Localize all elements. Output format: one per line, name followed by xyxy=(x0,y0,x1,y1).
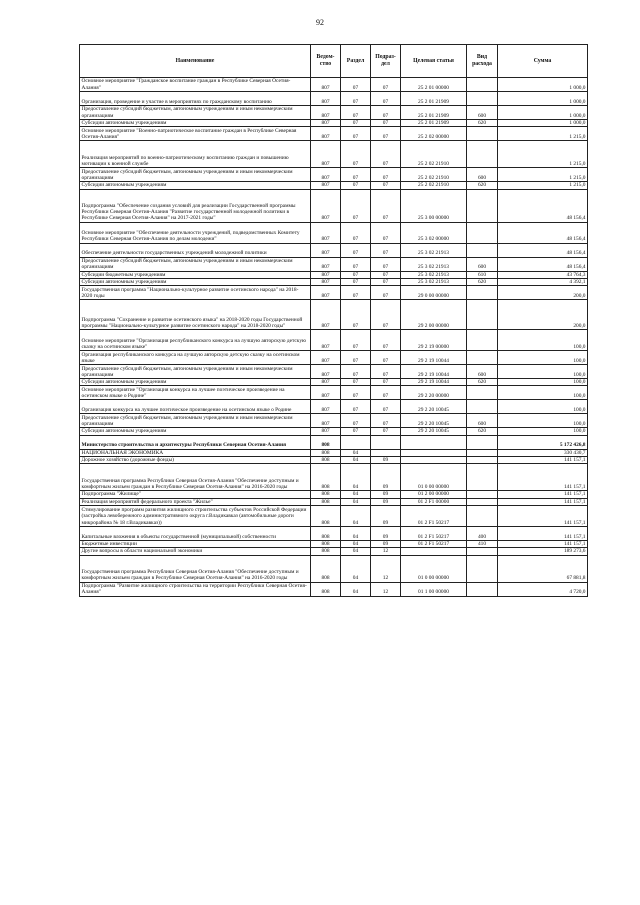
cell-dept: 808 xyxy=(311,449,341,456)
cell-section: 07 xyxy=(341,106,371,120)
cell-article: 25 2 01 00000 xyxy=(401,78,467,92)
cell-dept: 808 xyxy=(311,491,341,498)
cell-article: 29 2 19 10044 xyxy=(401,351,467,365)
cell-sum: 67 881,8 xyxy=(498,555,588,582)
cell-subsection: 09 xyxy=(371,464,401,491)
cell-sum: 1 000,0 xyxy=(498,92,588,106)
table-row xyxy=(80,92,588,106)
cell-subsection: 09 xyxy=(371,491,401,498)
cell-article: 01 0 00 00000 xyxy=(401,555,467,582)
cell-dept: 807 xyxy=(311,141,341,168)
table-row xyxy=(80,189,588,222)
table-row xyxy=(80,278,588,285)
cell-article: 25 3 02 00000 xyxy=(401,222,467,243)
cell-kind: 600 xyxy=(467,414,498,428)
cell-sum: 141 157,1 xyxy=(498,540,588,547)
cell-name: Бюджетные инвестиции xyxy=(80,540,311,547)
cell-kind: 620 xyxy=(467,428,498,435)
cell-article: 01 1 00 00000 xyxy=(401,582,467,596)
cell-sum: 4 392,1 xyxy=(498,278,588,285)
table-row xyxy=(80,548,588,555)
cell-subsection: 07 xyxy=(371,271,401,278)
cell-subsection: 07 xyxy=(371,120,401,127)
cell-name: Предоставление субсидий бюджетным, автономным учреждениям и иным некоммерческим организациям xyxy=(80,257,311,271)
cell-section: 07 xyxy=(341,243,371,257)
cell-sum: 1 000,0 xyxy=(498,106,588,120)
header-subsection: Подраз-дел xyxy=(371,45,401,78)
cell-article: 25 2 02 21910 xyxy=(401,182,467,189)
cell-name: Субсидии автономным учреждениям xyxy=(80,120,311,127)
cell-name: Организация республиканского конкурса на лучшую авторскую детскую сказку на осетинском языке xyxy=(80,351,311,365)
cell-section: 07 xyxy=(341,414,371,428)
cell-kind xyxy=(467,78,498,92)
budget-table xyxy=(79,44,588,597)
cell-sum: 1 000,0 xyxy=(498,78,588,92)
cell-section: 07 xyxy=(341,222,371,243)
cell-article: 01 2 F1 50217 xyxy=(401,505,467,526)
cell-kind xyxy=(467,464,498,491)
cell-name: НАЦИОНАЛЬНАЯ ЭКОНОМИКА xyxy=(80,449,311,456)
cell-kind xyxy=(467,286,498,300)
table-row xyxy=(80,365,588,379)
cell-kind: 600 xyxy=(467,106,498,120)
table-row xyxy=(80,498,588,505)
cell-subsection: 09 xyxy=(371,457,401,464)
cell-dept: 807 xyxy=(311,278,341,285)
header-article: Целевая статья xyxy=(401,45,467,78)
cell-dept: 807 xyxy=(311,428,341,435)
cell-name: Государственная программа "Национально-культурное развитие осетинского народа" на 2018-2020 годы xyxy=(80,286,311,300)
cell-article: 29 2 19 00000 xyxy=(401,330,467,351)
cell-kind: 620 xyxy=(467,182,498,189)
cell-section: 04 xyxy=(341,498,371,505)
cell-kind: 620 xyxy=(467,120,498,127)
header-section: Раздел xyxy=(341,45,371,78)
cell-section: 07 xyxy=(341,428,371,435)
cell-subsection: 07 xyxy=(371,106,401,120)
table-row xyxy=(80,120,588,127)
header-sum: Сумма xyxy=(498,45,588,78)
cell-section: 07 xyxy=(341,257,371,271)
cell-name: Стимулирование программ развития жилищного строительства субъектов Российской Федерации (застройка левобережного административного округа г.Владикавказ (автомобильные дороги микрорайона № 18 г.Владикавказ)) xyxy=(80,505,311,526)
table-row xyxy=(80,491,588,498)
cell-sum: 1 215,0 xyxy=(498,141,588,168)
cell-sum: 141 157,1 xyxy=(498,498,588,505)
table-row xyxy=(80,505,588,526)
cell-name: Организация конкурса на лучшее поэтическое произведение на осетинском языке о Родине xyxy=(80,400,311,414)
cell-kind xyxy=(467,505,498,526)
cell-subsection: 07 xyxy=(371,300,401,330)
cell-subsection: 07 xyxy=(371,127,401,141)
cell-subsection: 07 xyxy=(371,141,401,168)
cell-name: Министерство строительства и архитектуры Республики Северная Осетия-Алания xyxy=(80,435,311,449)
cell-dept: 807 xyxy=(311,351,341,365)
cell-section: 04 xyxy=(341,491,371,498)
header-name: Наименование xyxy=(80,45,311,78)
cell-name: Субсидии автономным учреждениям xyxy=(80,182,311,189)
cell-section: 07 xyxy=(341,78,371,92)
cell-dept: 807 xyxy=(311,400,341,414)
cell-article: 25 3 02 21913 xyxy=(401,243,467,257)
cell-sum: 1 215,0 xyxy=(498,182,588,189)
cell-kind xyxy=(467,491,498,498)
cell-article: 29 2 20 10045 xyxy=(401,400,467,414)
cell-article: 25 2 01 21909 xyxy=(401,92,467,106)
cell-kind: 600 xyxy=(467,168,498,182)
cell-name: Предоставление субсидий бюджетным, автономным учреждениям и иным некоммерческим организациям xyxy=(80,106,311,120)
cell-subsection: 07 xyxy=(371,78,401,92)
cell-article: 29 2 20 10045 xyxy=(401,414,467,428)
cell-subsection: 07 xyxy=(371,182,401,189)
table-header-row xyxy=(80,45,588,78)
cell-article: 01 2 00 00000 xyxy=(401,491,467,498)
cell-article: 25 2 02 21910 xyxy=(401,141,467,168)
cell-kind xyxy=(467,222,498,243)
cell-article: 25 2 02 00000 xyxy=(401,127,467,141)
cell-article: 29 2 20 10045 xyxy=(401,428,467,435)
cell-sum: 100,0 xyxy=(498,400,588,414)
cell-dept: 807 xyxy=(311,243,341,257)
cell-name: Государственная программа Республики Северная Осетия-Алания "Обеспечение доступным и комфортным жильем граждан в Республике Северная Осетия-Алания" на 2016-2020 годы xyxy=(80,555,311,582)
cell-section: 07 xyxy=(341,400,371,414)
cell-subsection: 07 xyxy=(371,286,401,300)
cell-subsection: 12 xyxy=(371,555,401,582)
cell-kind xyxy=(467,243,498,257)
cell-name: Основное мероприятие "Гражданское воспитание граждан в Республике Северная Осетия-Алания" xyxy=(80,78,311,92)
cell-name: Другие вопросы в области национальной экономики xyxy=(80,548,311,555)
cell-dept: 808 xyxy=(311,498,341,505)
cell-article: 25 3 02 21913 xyxy=(401,257,467,271)
table-row xyxy=(80,286,588,300)
cell-dept: 807 xyxy=(311,120,341,127)
cell-name: Предоставление субсидий бюджетным, автономным учреждениям и иным некоммерческим организациям xyxy=(80,414,311,428)
cell-section: 04 xyxy=(341,540,371,547)
table-row xyxy=(80,540,588,547)
table-row xyxy=(80,351,588,365)
cell-kind xyxy=(467,127,498,141)
cell-name: Реализация мероприятий федерального проекта "Жилье" xyxy=(80,498,311,505)
cell-sum: 43 764,3 xyxy=(498,271,588,278)
cell-sum: 100,0 xyxy=(498,351,588,365)
cell-dept: 807 xyxy=(311,78,341,92)
cell-name: Подпрограмма "Жилище" xyxy=(80,491,311,498)
cell-section: 07 xyxy=(341,278,371,285)
table-row xyxy=(80,168,588,182)
cell-name: Субсидии бюджетным учреждениям xyxy=(80,271,311,278)
cell-subsection: 07 xyxy=(371,379,401,386)
cell-sum: 48 156,4 xyxy=(498,257,588,271)
cell-section: 04 xyxy=(341,457,371,464)
table-row xyxy=(80,330,588,351)
cell-subsection: 07 xyxy=(371,330,401,351)
cell-section: 07 xyxy=(341,127,371,141)
cell-name: Основное мероприятие "Военно-патриотическое воспитание граждан в Республике Северная Осетия-Алания" xyxy=(80,127,311,141)
header-dept: Ведом-ство xyxy=(311,45,341,78)
cell-section: 07 xyxy=(341,365,371,379)
cell-dept: 807 xyxy=(311,257,341,271)
cell-subsection xyxy=(371,435,401,449)
table-row xyxy=(80,555,588,582)
cell-section: 07 xyxy=(341,189,371,222)
cell-dept: 808 xyxy=(311,582,341,596)
cell-dept: 807 xyxy=(311,92,341,106)
cell-dept: 807 xyxy=(311,222,341,243)
cell-sum: 100,0 xyxy=(498,330,588,351)
cell-article xyxy=(401,548,467,555)
table-row xyxy=(80,243,588,257)
cell-section: 07 xyxy=(341,168,371,182)
cell-subsection: 07 xyxy=(371,428,401,435)
cell-subsection: 07 xyxy=(371,414,401,428)
cell-subsection: 07 xyxy=(371,365,401,379)
table-row xyxy=(80,379,588,386)
table-row xyxy=(80,464,588,491)
cell-article: 01 2 F1 50217 xyxy=(401,540,467,547)
cell-kind xyxy=(467,92,498,106)
cell-dept: 807 xyxy=(311,379,341,386)
cell-sum: 1 000,0 xyxy=(498,120,588,127)
table-row xyxy=(80,457,588,464)
cell-dept: 807 xyxy=(311,168,341,182)
cell-dept: 807 xyxy=(311,365,341,379)
table-row xyxy=(80,182,588,189)
cell-kind: 600 xyxy=(467,257,498,271)
cell-name: Основное мероприятие "Организация конкурса на лучшее поэтическое произведение на осетинском языке о Родине" xyxy=(80,386,311,400)
table-row xyxy=(80,271,588,278)
cell-section: 07 xyxy=(341,182,371,189)
cell-article: 25 2 01 21909 xyxy=(401,106,467,120)
cell-dept: 807 xyxy=(311,271,341,278)
cell-section: 07 xyxy=(341,141,371,168)
cell-section: 07 xyxy=(341,286,371,300)
cell-subsection: 07 xyxy=(371,257,401,271)
table-row xyxy=(80,300,588,330)
cell-sum: 100,0 xyxy=(498,386,588,400)
table-row xyxy=(80,582,588,596)
cell-kind xyxy=(467,498,498,505)
cell-article: 01 0 00 00000 xyxy=(401,464,467,491)
page-number: 92 xyxy=(316,18,324,27)
cell-kind xyxy=(467,386,498,400)
cell-name: Дорожное хозяйство (дорожные фонды) xyxy=(80,457,311,464)
cell-subsection xyxy=(371,449,401,456)
cell-name: Основное мероприятие "Организация республиканского конкурса на лучшую авторскую детскую сказку на осетинском языке" xyxy=(80,330,311,351)
cell-kind: 400 xyxy=(467,526,498,540)
cell-dept: 808 xyxy=(311,435,341,449)
cell-sum: 1 215,0 xyxy=(498,127,588,141)
cell-sum: 141 157,1 xyxy=(498,464,588,491)
cell-sum: 330 430,7 xyxy=(498,449,588,456)
cell-sum: 100,0 xyxy=(498,414,588,428)
cell-section: 07 xyxy=(341,351,371,365)
table-row xyxy=(80,400,588,414)
cell-sum: 1 215,0 xyxy=(498,168,588,182)
cell-name: Реализация мероприятий по военно-патриотическому воспитанию граждан и повышению мотивации к военной службе xyxy=(80,141,311,168)
cell-sum: 141 157,1 xyxy=(498,491,588,498)
cell-dept: 808 xyxy=(311,526,341,540)
cell-sum: 100,0 xyxy=(498,379,588,386)
cell-subsection: 12 xyxy=(371,548,401,555)
cell-subsection: 07 xyxy=(371,386,401,400)
cell-dept: 808 xyxy=(311,548,341,555)
cell-dept: 807 xyxy=(311,300,341,330)
cell-dept: 807 xyxy=(311,286,341,300)
cell-sum: 48 156,4 xyxy=(498,189,588,222)
cell-subsection: 07 xyxy=(371,400,401,414)
cell-dept: 807 xyxy=(311,182,341,189)
cell-article: 29 2 19 10044 xyxy=(401,365,467,379)
table-row xyxy=(80,127,588,141)
cell-subsection: 07 xyxy=(371,189,401,222)
cell-section: 04 xyxy=(341,449,371,456)
cell-article: 29 2 20 00000 xyxy=(401,386,467,400)
cell-subsection: 07 xyxy=(371,243,401,257)
cell-name: Подпрограмма "Обеспечение создания условий для реализации Государственной программы Республики Северная Осетия-Алания "Развитие государственной молодежной политики в Республике Северная Осетия-Алания" на 2017-2021 годы" xyxy=(80,189,311,222)
cell-article: 01 2 F1 00000 xyxy=(401,498,467,505)
cell-article: 01 2 F1 50217 xyxy=(401,526,467,540)
cell-subsection: 09 xyxy=(371,540,401,547)
cell-section: 07 xyxy=(341,92,371,106)
cell-kind: 410 xyxy=(467,540,498,547)
cell-section: 04 xyxy=(341,464,371,491)
cell-section: 07 xyxy=(341,300,371,330)
cell-sum: 141 157,1 xyxy=(498,505,588,526)
cell-kind xyxy=(467,330,498,351)
cell-article: 29 0 00 00000 xyxy=(401,286,467,300)
table-row xyxy=(80,141,588,168)
cell-kind xyxy=(467,351,498,365)
cell-name: Основное мероприятие "Обеспечение деятельности учреждений, подведомственных Комитету Республики Северная Осетия-Алания по делам молодежи" xyxy=(80,222,311,243)
cell-section xyxy=(341,435,371,449)
cell-dept: 807 xyxy=(311,189,341,222)
cell-section: 07 xyxy=(341,120,371,127)
cell-kind xyxy=(467,582,498,596)
cell-sum: 48 156,4 xyxy=(498,222,588,243)
cell-name: Капитальные вложения в объекты государственной (муниципальной) собственности xyxy=(80,526,311,540)
cell-dept: 807 xyxy=(311,127,341,141)
table-row xyxy=(80,78,588,92)
cell-kind xyxy=(467,400,498,414)
cell-kind xyxy=(467,300,498,330)
cell-sum: 100,0 xyxy=(498,365,588,379)
cell-name: Субсидии автономным учреждениям xyxy=(80,428,311,435)
cell-article: 25 3 02 21913 xyxy=(401,278,467,285)
cell-section: 07 xyxy=(341,330,371,351)
cell-section: 04 xyxy=(341,505,371,526)
cell-article: 25 2 02 21910 xyxy=(401,168,467,182)
cell-section: 04 xyxy=(341,555,371,582)
cell-kind: 610 xyxy=(467,271,498,278)
cell-dept: 808 xyxy=(311,540,341,547)
cell-dept: 807 xyxy=(311,106,341,120)
cell-sum: 5 172 426,8 xyxy=(498,435,588,449)
cell-section: 07 xyxy=(341,379,371,386)
cell-sum: 141 157,1 xyxy=(498,526,588,540)
table-row xyxy=(80,526,588,540)
cell-subsection: 12 xyxy=(371,582,401,596)
table-row xyxy=(80,428,588,435)
cell-sum: 200,0 xyxy=(498,286,588,300)
table-row xyxy=(80,222,588,243)
cell-name: Обеспечение деятельности государственных учреждений молодежной политики xyxy=(80,243,311,257)
cell-article: 25 3 00 00000 xyxy=(401,189,467,222)
cell-section: 07 xyxy=(341,386,371,400)
cell-subsection: 07 xyxy=(371,222,401,243)
cell-sum: 48 156,4 xyxy=(498,243,588,257)
cell-article xyxy=(401,435,467,449)
cell-name: Организация, проведение и участие в мероприятиях по гражданскому воспитанию xyxy=(80,92,311,106)
cell-dept: 808 xyxy=(311,505,341,526)
cell-section: 04 xyxy=(341,526,371,540)
table-row xyxy=(80,106,588,120)
table-row xyxy=(80,449,588,456)
cell-kind xyxy=(467,141,498,168)
cell-dept: 807 xyxy=(311,414,341,428)
table-row xyxy=(80,414,588,428)
cell-kind xyxy=(467,457,498,464)
cell-sum: 4 720,0 xyxy=(498,582,588,596)
cell-subsection: 07 xyxy=(371,351,401,365)
cell-sum: 141 157,1 xyxy=(498,457,588,464)
cell-dept: 808 xyxy=(311,457,341,464)
cell-name: Государственная программа Республики Северная Осетия-Алания "Обеспечение доступным и комфортным жильем граждан в Республике Северная Осетия-Алания" на 2016-2020 годы xyxy=(80,464,311,491)
cell-dept: 808 xyxy=(311,464,341,491)
cell-name: Подпрограмма "Развитие жилищного строительства на территории Республики Северная Осетия-Алания" xyxy=(80,582,311,596)
cell-kind: 620 xyxy=(467,278,498,285)
cell-dept: 807 xyxy=(311,330,341,351)
table-row xyxy=(80,386,588,400)
cell-kind xyxy=(467,189,498,222)
cell-subsection: 09 xyxy=(371,505,401,526)
cell-name: Предоставление субсидий бюджетным, автономным учреждениям и иным некоммерческим организациям xyxy=(80,168,311,182)
table-row xyxy=(80,257,588,271)
cell-kind xyxy=(467,555,498,582)
cell-dept: 808 xyxy=(311,555,341,582)
cell-sum: 189 273,6 xyxy=(498,548,588,555)
cell-kind: 600 xyxy=(467,365,498,379)
cell-subsection: 07 xyxy=(371,278,401,285)
cell-section: 04 xyxy=(341,548,371,555)
cell-section: 07 xyxy=(341,271,371,278)
cell-article: 29 2 19 10044 xyxy=(401,379,467,386)
header-kind: Вид расхода xyxy=(467,45,498,78)
cell-kind xyxy=(467,548,498,555)
cell-name: Подпрограмма "Сохранение и развитие осетинского языка" на 2018-2020 годы Государственной программы "Национально-культурное развитие осетинского народа" на 2018-2020 годы" xyxy=(80,300,311,330)
cell-name: Субсидии автономным учреждениям xyxy=(80,379,311,386)
cell-kind xyxy=(467,449,498,456)
cell-article: 25 3 02 21913 xyxy=(401,271,467,278)
cell-name: Предоставление субсидий бюджетным, автономным учреждениям и иным некоммерческим организациям xyxy=(80,365,311,379)
cell-article xyxy=(401,449,467,456)
cell-subsection: 09 xyxy=(371,526,401,540)
cell-name: Субсидии автономным учреждениям xyxy=(80,278,311,285)
cell-sum: 200,0 xyxy=(498,300,588,330)
cell-kind xyxy=(467,435,498,449)
cell-article: 25 2 01 21909 xyxy=(401,120,467,127)
cell-dept: 807 xyxy=(311,386,341,400)
cell-subsection: 09 xyxy=(371,498,401,505)
cell-article: 29 2 00 00000 xyxy=(401,300,467,330)
cell-subsection: 07 xyxy=(371,92,401,106)
cell-subsection: 07 xyxy=(371,168,401,182)
table-row xyxy=(80,435,588,449)
cell-section: 04 xyxy=(341,582,371,596)
cell-article xyxy=(401,457,467,464)
cell-kind: 620 xyxy=(467,379,498,386)
cell-sum: 100,0 xyxy=(498,428,588,435)
